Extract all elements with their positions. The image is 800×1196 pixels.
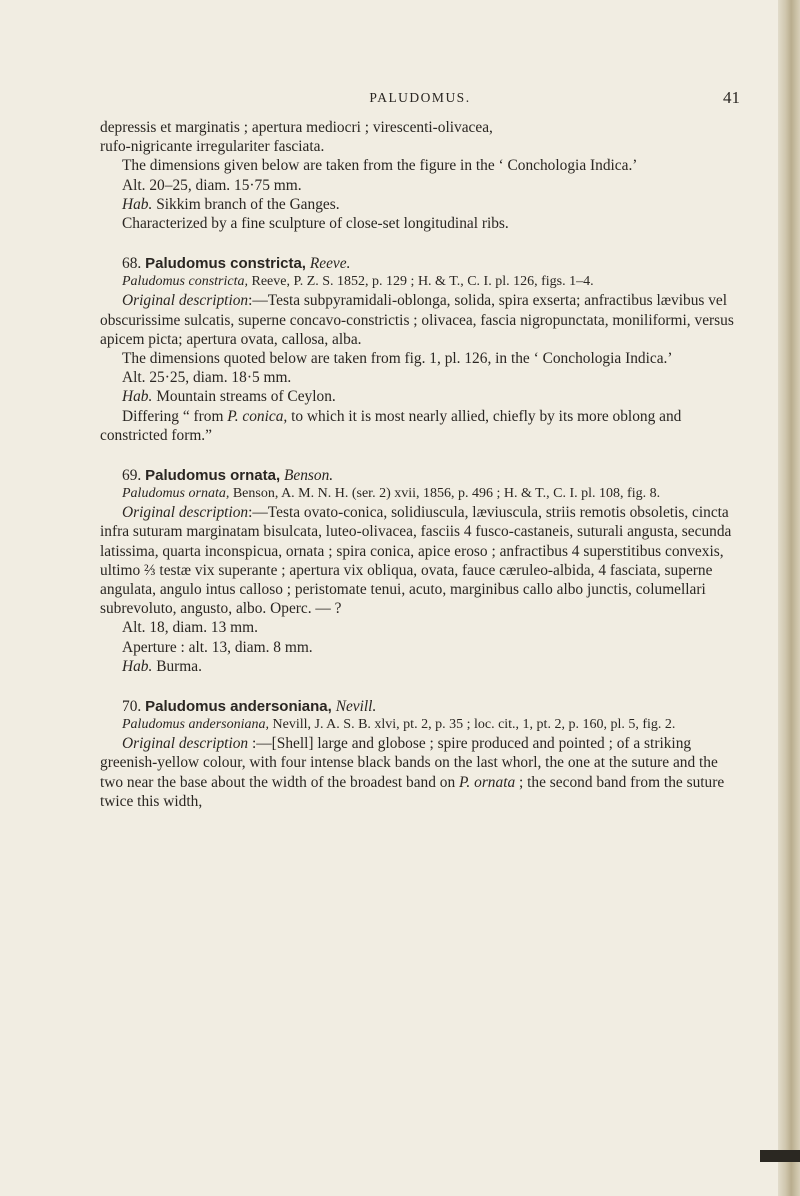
dimensions-note: The dimensions quoted below are taken from fig. 1, pl. 126, in the ‘ Conchologia Indica.’	[122, 350, 673, 368]
species-author: Nevill.	[335, 698, 377, 716]
description-text: :—[Shell] large and globose ; spire produced and pointed ; of a striking greenish-yellow colour, with four intense black bands on the last whorl, the one at the suture and the two near the base about the width of the broadest band on	[100, 735, 718, 791]
species-reference	[100, 716, 740, 734]
reference-name: Paludomus ornata,	[122, 486, 230, 502]
page-header	[100, 90, 740, 110]
species-reference	[100, 273, 740, 291]
habitat-label: Hab.	[122, 195, 153, 213]
reference-name: Paludomus andersoniana,	[122, 717, 269, 733]
running-head: PALUDOMUS.	[369, 90, 471, 105]
description-label: Original description	[122, 735, 249, 753]
original-description	[100, 503, 740, 618]
remark: Characterized by a fine sculpture of close-set longitudinal ribs.	[122, 215, 509, 233]
dimensions-note: The dimensions given below are taken from the figure in the ‘ Conchologia Indica.’	[122, 157, 638, 175]
description-label: Original description	[122, 504, 249, 522]
page-number: 41	[723, 88, 740, 107]
species-number: 69.	[122, 467, 142, 485]
prev-entry-line: rufo-nigricante irregulariter fasciata.	[100, 138, 325, 156]
remark-text: to which it is most nearly allied, chiefly by its more oblong and constricted form.”	[100, 407, 682, 444]
altitude-diameter: Alt. 18, diam. 13 mm.	[122, 619, 258, 637]
species-name: Paludomus ornata,	[145, 467, 281, 485]
species-name: Paludomus constricta,	[145, 255, 306, 273]
description-text: :—Testa subpyramidali-oblonga, solida, spira exserta; anfractibus lævibus vel obscurissime sulcatis, superne concavo-constrictis ; olivacea, fascia nigropunctata, moniliformi, versus apicem picta; apertura ovata, callosa, alba.	[100, 292, 734, 348]
habitat	[100, 657, 740, 676]
remark-species: P. conica,	[227, 407, 288, 425]
reference-name: Paludomus constricta,	[122, 274, 248, 290]
habitat-label: Hab.	[122, 388, 153, 406]
reference-text: Benson, A. M. N. H. (ser. 2) xvii, 1856, p. 496 ; H. & T., C. I. pl. 108, fig. 8.	[229, 486, 661, 502]
reference-text: Nevill, J. A. S. B. xlvi, pt. 2, p. 35 ; loc. cit., 1, pt. 2, p. 160, pl. 5, fig. 2.	[269, 717, 676, 733]
page-edge-shadow	[778, 0, 800, 1196]
prev-entry-line: depressis et marginatis ; apertura mediocri ; virescenti-olivacea,	[100, 119, 493, 136]
species-reference	[100, 485, 740, 503]
altitude-diameter: Alt. 25·25, diam. 18·5 mm.	[122, 369, 292, 387]
page-body	[100, 118, 740, 811]
description-species: P. ornata	[459, 773, 516, 791]
original-description	[100, 734, 740, 811]
species-name: Paludomus andersoniana,	[145, 698, 332, 716]
description-text: :—Testa ovato-conica, solidiuscula, læviuscula, striis remotis obsoletis, cincta infra suturam marginatam bisulcata, luteo-olivacea, fasciis 4 fusco-castaneis, suturali angusta, secunda latissima, quarta inconspicua, ornata ; spira conica, apice eroso ; anfractibus 4 superstitibus convexis, ultimo ⅔ testæ vix superante ; apertura vix obliqua, ovata, fauce cæruleo-albida, 4 fasciata, superne angulata, angulo intus calloso ; peristomate tenui, acuto, marginibus callo albo junctis, columellari subrevoluto, angusto, albo. Operc. — ?	[100, 504, 732, 618]
description-text: ; the second band from the suture twice this width,	[100, 773, 725, 810]
habitat-text: Mountain streams of Ceylon.	[152, 388, 336, 406]
species-number: 68.	[122, 255, 142, 273]
species-heading-70	[100, 697, 740, 716]
remark-text: Differing “ from	[122, 407, 228, 425]
bottom-edge-mark	[760, 1150, 800, 1162]
aperture-dimensions: Aperture : alt. 13, diam. 8 mm.	[122, 638, 313, 656]
habitat-label: Hab.	[122, 657, 153, 675]
species-author: Reeve.	[309, 255, 351, 273]
species-heading-69	[100, 466, 740, 485]
habitat	[100, 387, 740, 406]
habitat-text: Sikkim branch of the Ganges.	[152, 195, 340, 213]
reference-text: Reeve, P. Z. S. 1852, p. 129 ; H. & T., C. I. pl. 126, figs. 1–4.	[248, 274, 594, 290]
species-heading-68	[100, 254, 740, 273]
species-author: Benson.	[284, 467, 334, 485]
altitude-diameter: Alt. 20–25, diam. 15·75 mm.	[122, 176, 302, 194]
habitat	[100, 195, 740, 214]
original-description	[100, 291, 740, 349]
species-number: 70.	[122, 698, 142, 716]
description-label: Original description	[122, 292, 249, 310]
remark	[100, 407, 740, 445]
habitat-text: Burma.	[152, 657, 202, 675]
